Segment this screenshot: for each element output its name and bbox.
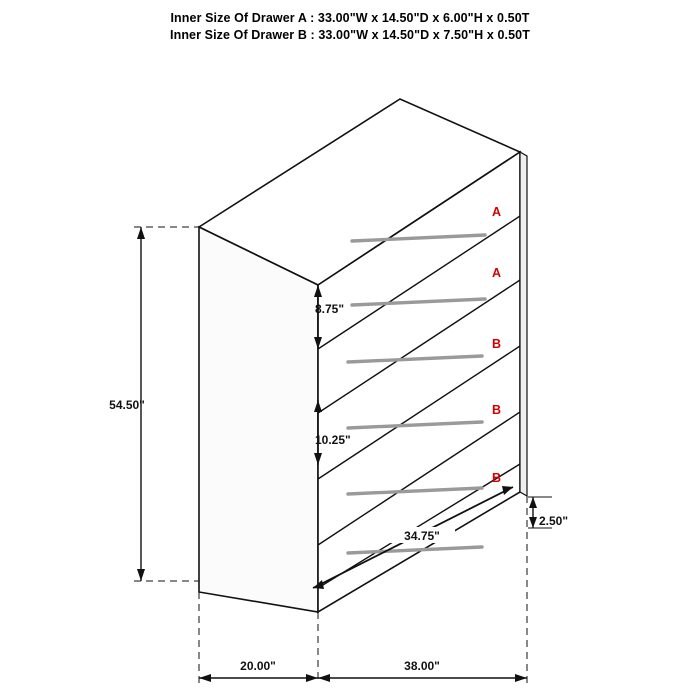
drawer-b-inner-size-text: Inner Size Of Drawer B : 33.00"W x 14.50"D x 7.50"H x 0.50T [170, 28, 530, 42]
front-width-value: 34.75" [404, 529, 440, 543]
depth-arrow-left [199, 674, 211, 682]
depth-arrow-right [306, 674, 318, 682]
width-value: 38.00" [404, 659, 440, 673]
drawer-label-b-1: B [492, 337, 502, 351]
overall-height-arrow-top [137, 227, 145, 239]
drawer-label-a-2: A [492, 266, 502, 280]
drawer-small-height-value: 8.75" [315, 302, 345, 316]
drawer-large-height-value: 10.25" [315, 433, 351, 447]
drawer-a-inner-size-text: Inner Size Of Drawer A : 33.00"W x 14.50"D x 6.00"H x 0.50T [170, 11, 530, 25]
base-height-value: 2.50" [539, 514, 569, 528]
drawer-label-a-1: A [492, 205, 502, 219]
drawer-label-b-2: B [492, 403, 502, 417]
overall-height-value: 54.50" [109, 398, 145, 412]
base-height-arrow-bottom [529, 517, 537, 528]
overall-height-arrow-bottom [137, 569, 145, 581]
depth-value: 20.00" [240, 659, 276, 673]
width-arrow-right [515, 674, 527, 682]
width-arrow-left [318, 674, 330, 682]
drawer-label-b-3: B [492, 471, 502, 485]
base-height-arrow-top [529, 497, 537, 508]
cabinet-right-edge [520, 152, 527, 496]
cabinet-left-side-panel [199, 227, 318, 612]
